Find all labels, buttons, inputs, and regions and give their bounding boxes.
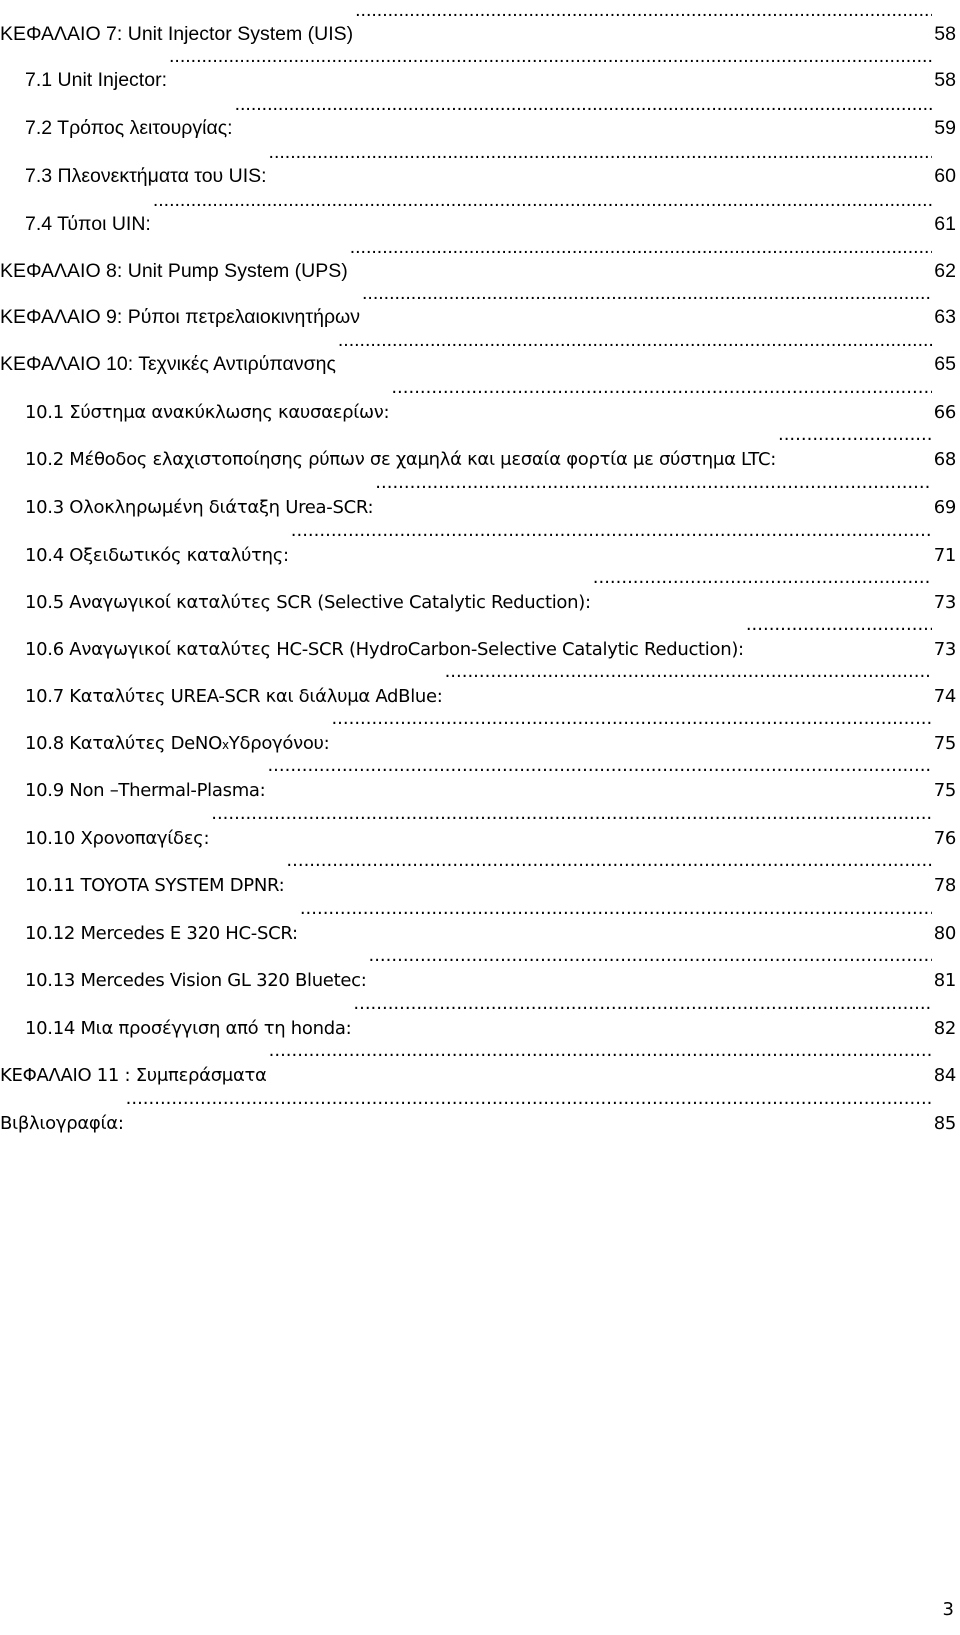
toc-entry[interactable] bbox=[25, 946, 960, 991]
toc-entry-label: 7.1 Unit Injector: bbox=[25, 69, 167, 91]
toc-entry-label: 10.7 Καταλύτες UREA-SCR και διάλυμα AdBlue: bbox=[25, 686, 443, 707]
toc-entry-label: Βιβλιογραφία: bbox=[0, 1113, 124, 1134]
toc-entry-label: 10.2 Μέθοδος ελαχιστοποίησης ρύπων σε χαμηλά και μεσαία φορτία με σύστημα LTC: bbox=[25, 449, 776, 470]
toc-entry-page: 63 bbox=[934, 306, 956, 328]
toc-entry[interactable] bbox=[25, 615, 960, 660]
toc-entry-page: 80 bbox=[933, 923, 956, 944]
toc-entry-label: 7.3 Πλεονεκτήματα του UIS: bbox=[25, 165, 267, 187]
dot-leader bbox=[235, 94, 933, 134]
toc-entry[interactable] bbox=[25, 46, 960, 91]
page-number: 3 bbox=[942, 1599, 954, 1620]
toc-entry-label: 10.14 Μια προσέγγιση από τη honda: bbox=[25, 1018, 352, 1039]
toc-entry-label: ΚΕΦΑΛΑΙΟ 10: Τεχνικές Αντιρύπανσης bbox=[0, 353, 336, 375]
toc-entry-page: 66 bbox=[933, 402, 956, 423]
dot-leader bbox=[375, 473, 931, 513]
toc-entry-page: 58 bbox=[934, 23, 956, 45]
toc-entry[interactable] bbox=[25, 709, 960, 754]
toc-entry[interactable] bbox=[25, 851, 960, 896]
toc-entry-page: 81 bbox=[933, 970, 956, 991]
dot-leader bbox=[267, 756, 931, 796]
toc-entry-page: 60 bbox=[934, 165, 956, 187]
dot-leader bbox=[355, 0, 932, 40]
toc-entry-page: 75 bbox=[933, 733, 956, 754]
toc-entry[interactable] bbox=[25, 378, 960, 423]
toc-entry-page: 76 bbox=[933, 828, 956, 849]
dot-leader bbox=[153, 190, 932, 230]
toc-entry[interactable] bbox=[25, 425, 960, 470]
dot-leader bbox=[331, 709, 931, 749]
toc-entry-page: 75 bbox=[933, 780, 956, 801]
dot-leader bbox=[391, 378, 931, 418]
toc-entry[interactable] bbox=[0, 330, 960, 375]
toc-entry[interactable] bbox=[0, 1041, 960, 1086]
toc-entry-label-suffix: Υδρογόνου: bbox=[228, 733, 330, 754]
toc-entry-page: 73 bbox=[933, 592, 956, 613]
toc-entry-page: 62 bbox=[934, 260, 956, 282]
toc-entry-label: 10.11 TOYOTA SYSTEM DPNR: bbox=[25, 875, 285, 896]
dot-leader bbox=[445, 662, 932, 702]
dot-leader bbox=[746, 615, 932, 655]
toc-entry-label: 10.10 Χρονοπαγίδες: bbox=[25, 828, 210, 849]
toc-entry-label: ΚΕΦΑΛΑΙΟ 8: Unit Pump System (UPS) bbox=[0, 260, 348, 282]
toc-entry[interactable] bbox=[25, 473, 960, 518]
dot-leader bbox=[593, 568, 932, 608]
dot-leader bbox=[353, 994, 931, 1034]
toc-entry[interactable] bbox=[25, 662, 960, 707]
toc-entry-page: 69 bbox=[933, 497, 956, 518]
dot-leader bbox=[269, 142, 933, 182]
toc-entry-label: 10.4 Οξειδωτικός καταλύτης: bbox=[25, 545, 289, 566]
dot-leader bbox=[211, 804, 931, 844]
toc-entry-page: 71 bbox=[933, 545, 956, 566]
toc-entry-label: ΚΕΦΑΛΑΙΟ 11 : Συμπεράσματα bbox=[0, 1065, 267, 1086]
toc-entry-page: 58 bbox=[934, 69, 956, 91]
toc-entry-page: 78 bbox=[933, 875, 956, 896]
toc-entry-label: ΚΕΦΑΛΑΙΟ 7: Unit Injector System (UIS) bbox=[0, 23, 354, 45]
toc-entry-page: 85 bbox=[933, 1113, 956, 1134]
dot-leader bbox=[286, 851, 931, 891]
dot-leader bbox=[778, 425, 932, 465]
toc-entry[interactable] bbox=[0, 283, 960, 328]
dot-leader bbox=[126, 1089, 932, 1129]
toc-entry-page: 61 bbox=[934, 213, 956, 235]
toc-entry-label: 10.8 Καταλύτες DeNO bbox=[25, 733, 222, 754]
dot-leader bbox=[350, 237, 933, 277]
dot-leader bbox=[362, 283, 932, 323]
toc-entry[interactable] bbox=[25, 804, 960, 849]
toc-entry[interactable] bbox=[25, 994, 960, 1039]
toc-entry[interactable] bbox=[0, 237, 960, 282]
dot-leader bbox=[338, 330, 932, 370]
dot-leader bbox=[300, 899, 932, 939]
toc-entry[interactable] bbox=[25, 94, 960, 139]
toc-entry-label: 7.2 Τρόπος λειτουργίας: bbox=[25, 117, 233, 139]
toc-entry-page: 65 bbox=[934, 353, 956, 375]
toc-entry-page: 84 bbox=[933, 1065, 956, 1086]
toc-entry-label-subscript: x bbox=[221, 738, 229, 752]
toc-entry-label: 10.13 Mercedes Vision GL 320 Bluetec: bbox=[25, 970, 367, 991]
toc-entry[interactable] bbox=[25, 899, 960, 944]
toc-entry-page: 82 bbox=[933, 1018, 956, 1039]
dot-leader bbox=[368, 946, 931, 986]
toc-entry-label: 10.5 Αναγωγικοί καταλύτες SCR (Selective Catalytic Reduction): bbox=[25, 592, 591, 613]
toc-entry-page: 59 bbox=[934, 117, 956, 139]
toc-entry[interactable] bbox=[0, 0, 960, 45]
toc-entry-label: 10.6 Αναγωγικοί καταλύτες HC-SCR (HydroCarbon-Selective Catalytic Reduction): bbox=[25, 639, 744, 660]
dot-leader bbox=[269, 1041, 932, 1081]
toc-entry-label: 10.1 Σύστημα ανακύκλωσης καυσαερίων: bbox=[25, 402, 390, 423]
dot-leader bbox=[291, 521, 932, 561]
toc-entry-page: 74 bbox=[933, 686, 956, 707]
toc-entry[interactable] bbox=[25, 521, 960, 566]
toc-entry[interactable] bbox=[25, 568, 960, 613]
dot-leader bbox=[169, 46, 932, 86]
toc-entry-page: 68 bbox=[933, 449, 956, 470]
toc-entry-label: 10.3 Ολοκληρωμένη διάταξη Urea-SCR: bbox=[25, 497, 374, 518]
toc-entry-label: 10.12 Mercedes E 320 HC-SCR: bbox=[25, 923, 298, 944]
toc-entry[interactable] bbox=[0, 1089, 960, 1134]
toc-entry[interactable] bbox=[25, 190, 960, 235]
toc-entry-page: 73 bbox=[933, 639, 956, 660]
toc-entry[interactable] bbox=[25, 756, 960, 801]
toc-entry-label: 10.9 Non –Thermal-Plasma: bbox=[25, 780, 266, 801]
toc-entry-label: 7.4 Τύποι UIN: bbox=[25, 213, 151, 235]
toc-entry[interactable] bbox=[25, 142, 960, 187]
toc-entry-label: ΚΕΦΑΛΑΙΟ 9: Ρύποι πετρελαιοκινητήρων bbox=[0, 306, 361, 328]
